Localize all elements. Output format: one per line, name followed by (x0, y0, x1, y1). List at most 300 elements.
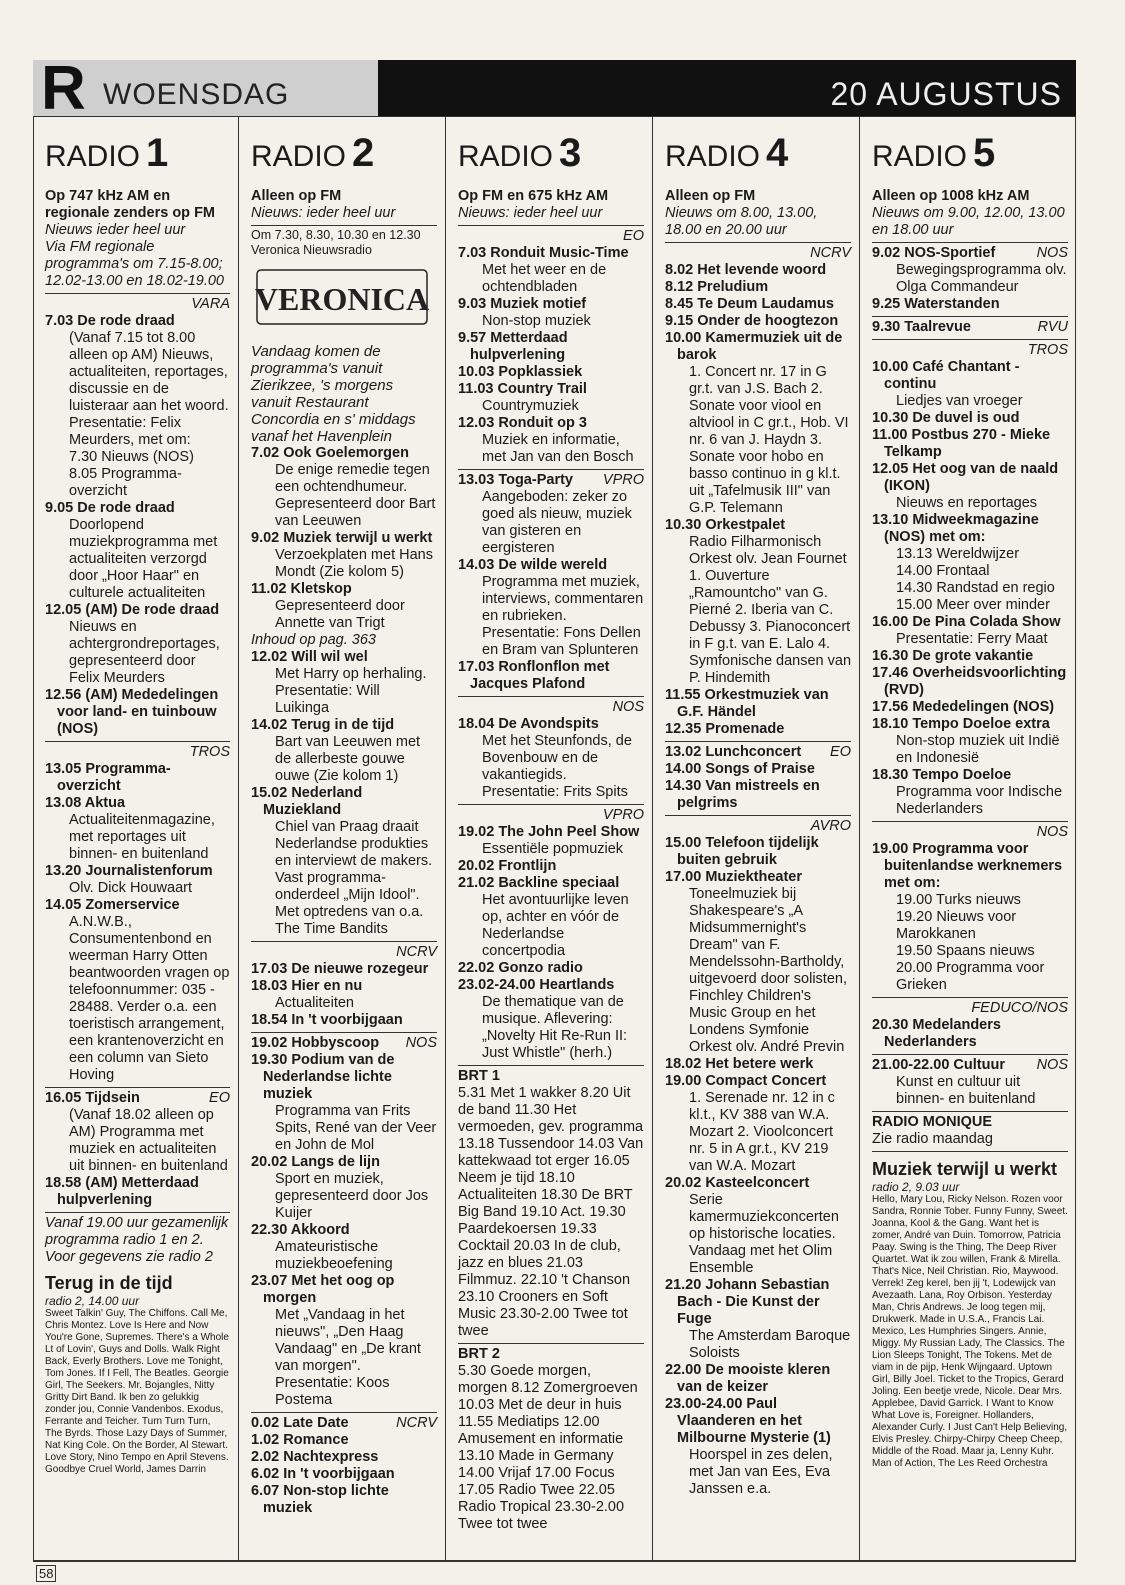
page-header (33, 54, 1076, 123)
program-item (251, 1432, 437, 1449)
station-label: RADIO (251, 140, 347, 173)
program-item (251, 1449, 437, 1466)
station-subheading: RADIO MONIQUE (872, 1114, 993, 1130)
program-time-title (872, 699, 1068, 716)
program-time-title (45, 863, 230, 880)
program-description: Olv. Dick Houwaart (69, 880, 193, 896)
station-number: 5 (973, 131, 996, 175)
extra-note: Om 7.30, 8.30, 10.30 en 12.30 Veronica Nieuwsradio (251, 228, 421, 257)
program-title-text: 11.55 Orkestmuziek van G.F. Händel (665, 687, 829, 720)
program-item (45, 500, 230, 602)
info-note: Vanaf 19.00 uur gezamenlijk programma radio 1 en 2. Voor gegevens zie radio 2 (45, 1215, 229, 1265)
program-title-text: 13.20 Journalistenforum (45, 863, 213, 879)
program-item (872, 461, 1068, 512)
divider (665, 242, 851, 243)
program-time-title (458, 557, 644, 574)
program-item (251, 1222, 437, 1273)
program-item (251, 717, 437, 785)
program-item (251, 1035, 437, 1052)
divider (45, 1212, 230, 1213)
divider (872, 242, 1068, 243)
broadcaster-label: AVRO (810, 818, 851, 834)
program-time-title (458, 716, 644, 733)
program-title-text: 19.00 Programma voor buitenlandse werknemers met om: (872, 841, 1063, 891)
program-item (458, 381, 644, 415)
program-title-text: 7.02 Ook Goelemorgen (251, 445, 409, 461)
program-item (458, 472, 644, 557)
program-time-title (458, 415, 644, 432)
box-title: Muziek terwijl u werkt (872, 1159, 1058, 1179)
program-title-text: 18.54 In 't voorbijgaan (251, 1012, 403, 1028)
program-item (872, 767, 1068, 818)
program-time-title (665, 687, 851, 721)
program-time-title (665, 1073, 851, 1090)
program-item (872, 648, 1068, 665)
station-label: RADIO (665, 140, 761, 173)
program-item (872, 1057, 1068, 1108)
program-title-text: 10.00 Café Chantant - continu (872, 359, 1020, 392)
program-time-title (665, 721, 851, 738)
program-time-title (872, 648, 1068, 665)
program-item (251, 581, 437, 632)
program-item (45, 602, 230, 687)
program-time-title (872, 319, 1068, 336)
program-time-title (458, 875, 644, 892)
program-description: The Amsterdam Baroque Soloists (689, 1328, 851, 1361)
news-note: Nieuws om 8.00, 13.00, 18.00 en 20.00 uur (665, 205, 818, 238)
program-item (665, 1175, 851, 1277)
program-item (665, 1396, 851, 1498)
program-time-title (872, 716, 1068, 733)
program-description: Actualiteiten (275, 995, 354, 1011)
divider (665, 741, 851, 742)
program-description: Non-stop muziek uit Indië en Indonesië (896, 733, 1060, 766)
broadcaster-tag: EO (830, 744, 851, 760)
program-title-text: 12.05 (AM) De rode draad (45, 602, 220, 618)
program-time-title (45, 313, 230, 330)
schedule-paragraph: Zie radio maandag (872, 1131, 993, 1147)
program-time-title (872, 359, 1068, 393)
broadcaster-label: NOS (612, 699, 644, 715)
broadcaster-tag: VPRO (602, 472, 644, 488)
sub-item: 19.20 Nieuws voor Marokkanen (896, 909, 1017, 942)
program-item (872, 427, 1068, 461)
program-time-title (665, 1277, 851, 1328)
program-item (872, 716, 1068, 767)
program-time-title (45, 602, 230, 619)
program-item (251, 1415, 437, 1432)
frequency: Alleen op FM (665, 188, 756, 204)
divider (872, 997, 1068, 998)
divider (872, 1111, 1068, 1112)
program-time-title (665, 835, 851, 869)
program-title-text: 9.05 De rode draad (45, 500, 175, 516)
program-time-title (251, 1449, 437, 1466)
program-time-title (872, 841, 1068, 892)
program-item (251, 649, 437, 717)
program-item (665, 1056, 851, 1073)
program-time-title (45, 687, 230, 738)
program-item (45, 897, 230, 1084)
program-item (251, 1154, 437, 1222)
divider (45, 293, 230, 294)
program-title-text: 13.05 Programma-overzicht (45, 761, 171, 794)
program-item (251, 1273, 437, 1409)
program-title-text: 18.02 Het betere werk (665, 1056, 814, 1072)
divider (458, 1065, 644, 1066)
divider (45, 1087, 230, 1088)
program-title-text: 13.08 Aktua (45, 795, 126, 811)
program-item (872, 319, 1068, 336)
program-title-text: 19.30 Podium van de Nederlandse lichte muziek (251, 1052, 395, 1102)
program-time-title (665, 1396, 851, 1447)
program-title-text: 19.00 Compact Concert (665, 1073, 827, 1089)
program-item (665, 687, 851, 721)
program-title-text: 11.00 Postbus 270 - Mieke Telkamp (872, 427, 1051, 460)
header-left-band (33, 54, 378, 123)
divider (872, 316, 1068, 317)
program-description: Muziek en informatie, met Jan van den Bosch (482, 432, 634, 465)
divider (872, 1054, 1068, 1055)
program-description: (Vanaf 7.15 tot 8.00 alleen op AM) Nieuws, actualiteiten, reportages, discussie en de luisteraar aan het woord. Presentatie: Felix Meurders, met om: (69, 330, 229, 448)
divider (251, 941, 437, 942)
broadcaster-tag: RVU (1037, 319, 1068, 335)
program-description: Sport en muziek, gepresenteerd door Jos Kuijer (275, 1171, 429, 1221)
program-description: Met „Vandaag in het nieuws", „Den Haag Vandaag" en „De krant van morgen". Presentatie: Koos Postema (275, 1307, 421, 1408)
program-title-text: 14.02 Terug in de tijd (251, 717, 395, 733)
program-title-text: 22.00 De mooiste kleren van de keizer (665, 1362, 831, 1395)
column-radio-3 (445, 116, 652, 1561)
program-item (458, 960, 644, 977)
program-time-title (665, 517, 851, 534)
program-description: Doorlopend muziekprogramma met actualiteiten verzorgd door „Hoor Haar" en culturele actualiteiten (69, 517, 218, 601)
divider (251, 1032, 437, 1033)
program-title-text: 21.02 Backline speciaal (458, 875, 620, 891)
broadcaster-tag: NOS (1036, 245, 1068, 261)
program-item (872, 699, 1068, 716)
station-number: 2 (352, 131, 375, 175)
program-time-title (251, 978, 437, 995)
broadcaster-label: FEDUCO/NOS (971, 1000, 1068, 1016)
broadcaster-label: TROS (1027, 342, 1068, 358)
program-description: Gepresenteerd door Annette van Trigt (275, 598, 405, 631)
divider (458, 469, 644, 470)
program-item (665, 761, 851, 778)
program-time-title (45, 761, 230, 795)
program-description: Programma met muziek, interviews, commentaren en rubrieken. Presentatie: Fons Dellen en Bram van Splunteren (482, 574, 644, 658)
program-description: Radio Filharmonisch Orkest olv. Jean Fournet 1. Ouverture „Ramountcho" van G. Pierné 2. Iberia van C. Debussy 3. Pianoconcert in F g.t. van E. Lalo 4. Symfonische dansen van P. Hindemith (689, 534, 852, 686)
program-title-text: 21.00-22.00 Cultuur (872, 1057, 1005, 1073)
program-title-text: 9.03 Muziek motief (458, 296, 587, 312)
divider (251, 1412, 437, 1413)
program-title-text: 12.05 Het oog van de naald (IKON) (872, 461, 1059, 494)
program-title-text: 14.05 Zomerservice (45, 897, 180, 913)
program-title-text: 14.30 Van mistreels en pelgrims (665, 778, 820, 811)
divider (665, 815, 851, 816)
program-time-title (251, 530, 437, 547)
intro-text: Vandaag komen de programma's vanuit Zierikzee, 's morgens vanuit Restaurant Concordia en s' middags vanaf het Havenplein (251, 343, 416, 445)
station-label: RADIO (458, 140, 554, 173)
program-title-text: 14.03 De wilde wereld (458, 557, 608, 573)
program-title-text: 15.02 Nederland Muziekland (251, 785, 363, 818)
program-time-title (872, 614, 1068, 631)
program-time-title (251, 649, 437, 666)
news-note: Nieuws: ieder heel uur (458, 205, 603, 221)
program-time-title (665, 279, 851, 296)
program-title-text: 17.03 Ronflonflon met Jacques Plafond (458, 659, 610, 692)
divider (872, 339, 1068, 340)
frequency: Alleen op 1008 kHz AM (872, 188, 1030, 204)
date: 20 AUGUSTUS (830, 76, 1062, 112)
program-time-title (665, 1056, 851, 1073)
program-time-title (251, 445, 437, 462)
program-list (251, 445, 437, 1517)
program-time-title (872, 296, 1068, 313)
program-time-title (251, 717, 437, 734)
program-time-title (665, 778, 851, 812)
schedule-paragraph: 5.30 Goede morgen, morgen 8.12 Zomergroeven 10.03 Met de deur in huis 11.55 Mediatips 12.00 Amusement en informatie 13.10 Made in Germany 14.00 Vrijaf 17.00 Focus 17.05 Radio Twee 22.05 Radio Tropical 23.30-2.00 Twee tot twee (458, 1363, 638, 1532)
program-time-title (458, 364, 644, 381)
program-title-text: 13.02 Lunchconcert (665, 744, 802, 760)
news-note: Nieuws ieder heel uur (45, 222, 186, 238)
program-item (665, 1362, 851, 1396)
program-item (872, 1017, 1068, 1051)
program-title-text: 13.10 Midweekmagazine (NOS) met om: (872, 512, 1039, 545)
program-title-text: 23.07 Met het oog op morgen (251, 1273, 395, 1306)
schedule-paragraph: 5.31 Met 1 wakker 8.20 Uit de band 11.30 Het vermoeden, gev. programma 13.18 Tussendoor 14.03 Van kattekwaad tot erger 16.05 Neem je tijd 18.10 Actualiteiten 18.30 De BRT Big Band 19.10 Act. 19.30 Paardekoersen 19.33 Cocktail 20.03 In de club, jazz en blues 21.03 Filmmuz. 22.10 't Chanson 23.10 Crooners en Soft Music 23.30-2.00 Twee tot twee (458, 1085, 644, 1339)
program-time-title (251, 1154, 437, 1171)
program-title-text: 9.02 Muziek terwijl u werkt (251, 530, 433, 546)
program-time-title (251, 1222, 437, 1239)
program-title-text: 22.02 Gonzo radio (458, 960, 583, 976)
program-time-title (665, 313, 851, 330)
program-description: Countrymuziek (482, 398, 579, 414)
program-time-title (45, 1090, 230, 1107)
program-time-title (251, 785, 437, 819)
divider (872, 821, 1068, 822)
station-label: RADIO (872, 140, 968, 173)
program-item (458, 245, 644, 296)
program-description: 1. Serenade nr. 12 in c kl.t., KV 388 van W.A. Mozart 2. Vioolconcert nr. 5 in A gr.t., KV 219 van W.A. Mozart (689, 1090, 835, 1174)
program-list (45, 296, 230, 1266)
program-title-text: 8.02 Het levende woord (665, 262, 827, 278)
program-title-text: 16.05 Tijdsein (45, 1090, 140, 1106)
sub-item: 8.05 Programma-overzicht (69, 466, 182, 499)
program-item (872, 665, 1068, 699)
box-subtitle: radio 2, 14.00 uur (45, 1294, 140, 1308)
header-right-band (378, 60, 1076, 116)
frequency: Op 747 kHz AM en regionale zenders op FM (45, 188, 215, 221)
program-item (251, 445, 437, 530)
program-time-title (872, 767, 1068, 784)
program-time-title (251, 1035, 437, 1052)
program-time-title (458, 472, 644, 489)
sub-item: 14.00 Frontaal (896, 563, 990, 579)
program-description: Hoorspel in zes delen, met Jan van Ees, Eva Janssen e.a. (689, 1447, 833, 1497)
sub-item: 14.30 Randstad en regio (896, 580, 1055, 596)
column-radio-5 (859, 116, 1076, 1561)
program-time-title (251, 1415, 437, 1432)
program-title-text: 17.03 De nieuwe rozegeur (251, 961, 429, 977)
program-list (458, 228, 644, 1533)
program-item (251, 1483, 437, 1517)
program-description: Actualiteitenmagazine, met reportages uit binnen- en buitenland (69, 812, 215, 862)
program-time-title (45, 897, 230, 914)
station-title (45, 131, 230, 175)
program-item (45, 795, 230, 863)
program-item (872, 359, 1068, 410)
broadcaster-label: NCRV (810, 245, 851, 261)
program-item (45, 863, 230, 897)
program-title-text: 18.04 De Avondspits (458, 716, 599, 732)
program-item (251, 1052, 437, 1154)
program-time-title (665, 262, 851, 279)
station-subheading: BRT 1 (458, 1068, 500, 1084)
program-item (665, 313, 851, 330)
program-title-text: 11.02 Kletskop (251, 581, 352, 597)
program-title-text: 7.03 De rode draad (45, 313, 175, 329)
program-title-text: 20.02 Kasteelconcert (665, 1175, 810, 1191)
program-item (665, 279, 851, 296)
program-time-title (251, 961, 437, 978)
program-item (665, 835, 851, 869)
program-time-title (45, 1175, 230, 1209)
program-time-title (872, 410, 1068, 427)
station-number: 4 (766, 131, 789, 175)
column-radio-1 (33, 116, 238, 1561)
program-item (665, 744, 851, 761)
program-time-title (872, 665, 1068, 699)
program-description: Nieuws en reportages (896, 495, 1038, 511)
program-item (458, 330, 644, 364)
program-title-text: 6.07 Non-stop lichte muziek (251, 1483, 389, 1516)
veronica-logo (253, 264, 431, 330)
program-description: Programma van Frits Spits, René van der Veer en John de Mol (275, 1103, 437, 1153)
program-title-text: 9.25 Waterstanden (872, 296, 1000, 312)
program-title-text: 18.03 Hier en nu (251, 978, 363, 994)
program-time-title (665, 744, 851, 761)
program-item (458, 415, 644, 466)
bottom-rule (33, 1561, 1076, 1562)
program-title-text: 12.02 Will wil wel (251, 649, 368, 665)
program-item (251, 1012, 437, 1029)
page-number: 58 (36, 1565, 56, 1582)
program-time-title (251, 1012, 437, 1029)
program-time-title (458, 858, 644, 875)
program-description: De thematique van de musique. Aflevering: „Novelty Hit Re-Run II: Just Whistle" (herh.) (482, 994, 628, 1061)
program-title-text: 9.57 Metterdaad hulpverlening (458, 330, 568, 363)
program-item (665, 517, 851, 687)
broadcaster-label: NCRV (396, 944, 437, 960)
program-title-text: 17.00 Muziektheater (665, 869, 803, 885)
program-item (458, 977, 644, 1062)
program-title-text: 6.02 In 't voorbijgaan (251, 1466, 395, 1482)
program-item (665, 1073, 851, 1175)
program-item (872, 245, 1068, 296)
program-time-title (665, 1362, 851, 1396)
program-item (665, 869, 851, 1056)
program-description: 1. Concert nr. 17 in G gr.t. van J.S. Bach 2. Sonate voor viool en altviool in C gr.t., Hob. VI nr. 6 van J. Haydn 3. Sonate voor hobo en basso continuo in g kl.t. uit „Tafelmusik III" van G.P. Telemann (689, 364, 849, 516)
program-item (458, 659, 644, 693)
program-item (45, 687, 230, 738)
program-description: Bart van Leeuwen met de allerbeste gouwe ouwe (Zie kolom 1) (275, 734, 421, 784)
sub-item: 19.50 Spaans nieuws (896, 943, 1035, 959)
program-list (665, 245, 851, 1498)
program-time-title (251, 1483, 437, 1517)
program-time-title (872, 245, 1068, 262)
program-item (458, 716, 644, 801)
program-time-title (458, 296, 644, 313)
broadcaster-tag: NOS (1036, 1057, 1068, 1073)
program-description: Het avontuurlijke leven op, achter en vóór de Nederlandse concertpodia (482, 892, 629, 959)
program-item (872, 841, 1068, 892)
program-item (872, 296, 1068, 313)
program-description: A.N.W.B., Consumentenbond en weerman Harry Otten beantwoorden vragen op telefoonnummer: 035 - 28488. Verder o.a. een toeristisch arrangement, een krantenoverzicht en een column van Sieto Hoving (69, 914, 230, 1083)
program-title-text: 8.45 Te Deum Laudamus (665, 296, 834, 312)
program-item (45, 313, 230, 449)
program-time-title (458, 659, 644, 693)
divider (251, 225, 437, 226)
broadcaster-label: VARA (191, 296, 230, 312)
logo-text: VERONICA (254, 281, 430, 317)
program-description: Toneelmuziek bij Shakespeare's „A Midsummernight's Dream" van F. Mendelssohn-Bartholdy, uitgevoerd door solisten, Finchley Children's Music Group en het Londens Symfonie Orkest olv. André Previn (689, 886, 847, 1055)
program-title-text: 21.20 Johann Sebastian Bach - Die Kunst der Fuge (665, 1277, 830, 1327)
program-item (251, 785, 437, 938)
program-time-title (665, 296, 851, 313)
program-title-text: 13.03 Toga-Party (458, 472, 573, 488)
program-item (872, 614, 1068, 648)
program-time-title (458, 381, 644, 398)
program-item (45, 1090, 230, 1175)
program-title-text: 23.00-24.00 Paul Vlaanderen en het Milbourne Mysterie (1) (665, 1396, 831, 1446)
program-item (665, 296, 851, 313)
program-time-title (251, 1052, 437, 1103)
program-time-title (665, 330, 851, 364)
section-letter: R (41, 54, 86, 123)
program-description: Non-stop muziek (482, 313, 591, 329)
program-item (251, 961, 437, 978)
program-description: Aangeboden: zeker zo goed als nieuw, muziek van gisteren en eergisteren (482, 489, 632, 556)
program-time-title (458, 245, 644, 262)
program-time-title (251, 1466, 437, 1483)
program-title-text: 18.30 Tempo Doeloe (872, 767, 1012, 783)
program-time-title (872, 1017, 1068, 1051)
program-item (251, 978, 437, 1012)
weekday: WOENSDAG (103, 78, 290, 111)
program-title-text: 10.30 De duvel is oud (872, 410, 1020, 426)
program-title-text: 11.03 Country Trail (458, 381, 587, 397)
program-time-title (458, 977, 644, 994)
divider (458, 696, 644, 697)
divider (458, 804, 644, 805)
program-title-text: 1.02 Romance (251, 1432, 349, 1448)
program-time-title (872, 461, 1068, 495)
broadcaster-label: EO (623, 228, 644, 244)
program-title-text: 15.00 Telefoon tijdelijk buiten gebruik (665, 835, 819, 868)
station-number: 1 (146, 131, 169, 175)
program-title-text: 9.15 Onder de hoogtezon (665, 313, 839, 329)
broadcaster-tag: NCRV (396, 1415, 437, 1431)
program-item (665, 778, 851, 812)
station-title (872, 131, 1068, 175)
program-title-text: 18.58 (AM) Metterdaad hulpverlening (45, 1175, 199, 1208)
program-description: Serie kamermuziekconcerten op historische locaties. Vandaag met het Olim Ensemble (689, 1192, 839, 1276)
program-item (458, 296, 644, 330)
program-description: De enige remedie tegen een ochtendhumeur. Gepresenteerd door Bart van Leeuwen (275, 462, 436, 529)
divider (45, 741, 230, 742)
divider (872, 1151, 1068, 1152)
program-title-text: 16.00 De Pina Colada Show (872, 614, 1061, 630)
